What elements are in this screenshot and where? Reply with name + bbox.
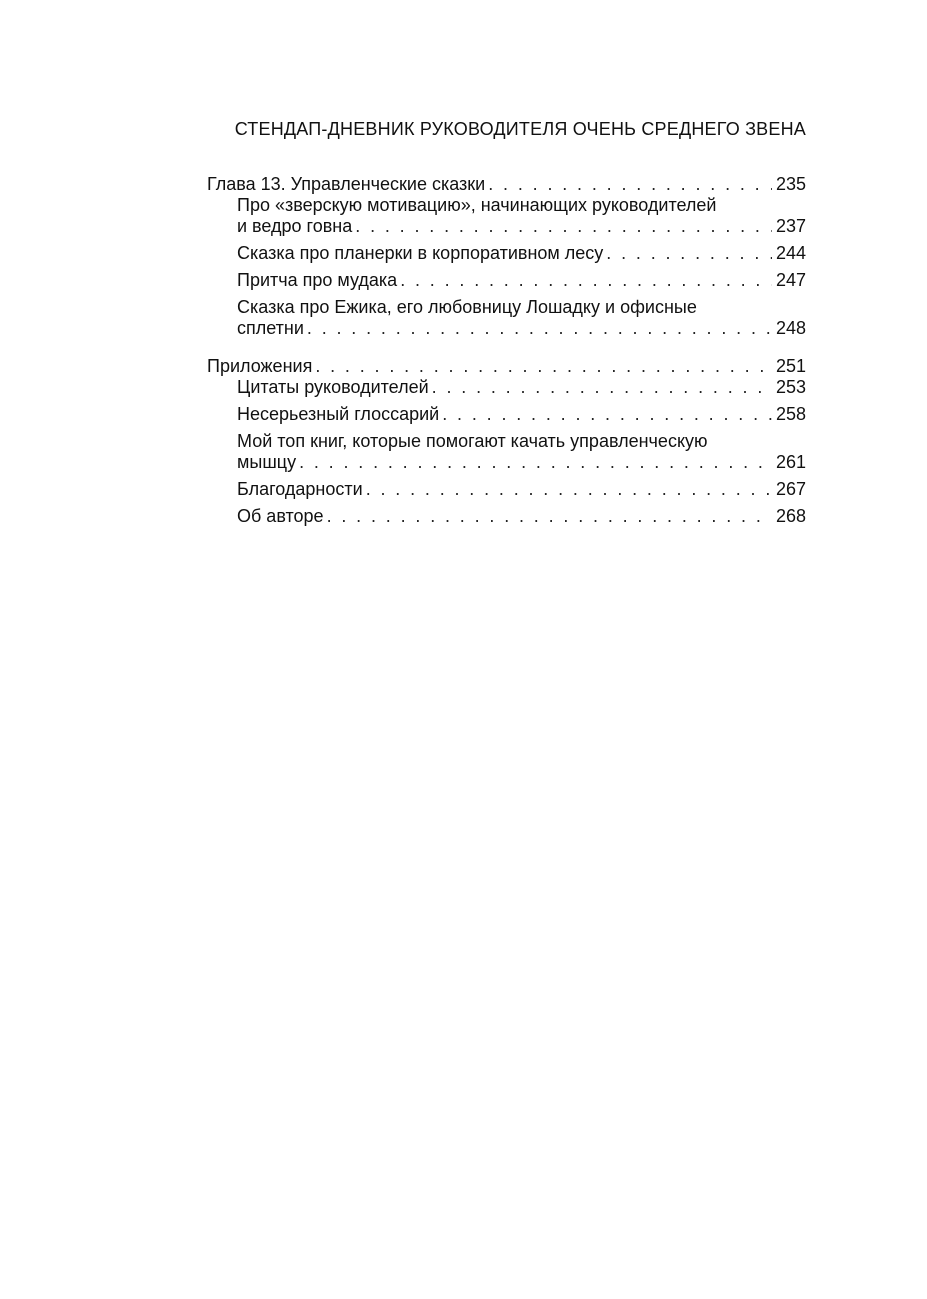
toc-page-number: 237 bbox=[775, 216, 806, 236]
toc-line bbox=[237, 479, 806, 500]
toc-page-number: 247 bbox=[775, 270, 806, 290]
toc-entry-section[interactable] bbox=[207, 404, 806, 425]
toc-line bbox=[237, 216, 806, 237]
toc-entry-title: Несерьезный глоссарий bbox=[237, 404, 440, 424]
table-of-contents bbox=[207, 174, 806, 527]
toc-entry-title-line-2: сплетни bbox=[237, 318, 304, 338]
toc-entry-title: Приложения bbox=[207, 356, 313, 376]
running-head: СТЕНДАП-ДНЕВНИК РУКОВОДИТЕЛЯ ОЧЕНЬ СРЕДНЕГО ЗВЕНА bbox=[234, 119, 806, 139]
dot-leader bbox=[355, 216, 772, 237]
toc-entry-chapter[interactable] bbox=[207, 356, 806, 377]
dot-leader bbox=[488, 174, 772, 195]
toc-entry-title-line-1: Сказка про Ежика, его любовницу Лошадку и офисные bbox=[237, 297, 697, 317]
toc-line bbox=[207, 356, 806, 377]
toc-page-number: 248 bbox=[775, 318, 806, 338]
toc-entry-title: Притча про мудака bbox=[237, 270, 398, 290]
toc-entry-section[interactable] bbox=[207, 270, 806, 291]
toc-line bbox=[237, 506, 806, 527]
toc-line bbox=[237, 404, 806, 425]
toc-group-chapter-13 bbox=[207, 174, 806, 339]
toc-entry-title-line-1: Мой топ книг, которые помогают качать управленческую bbox=[237, 431, 708, 451]
toc-page-number: 235 bbox=[775, 174, 806, 194]
toc-entry-title: Цитаты руководителей bbox=[237, 377, 429, 397]
toc-entry-title-line-1: Про «зверскую мотивацию», начинающих руководителей bbox=[237, 195, 717, 215]
toc-entry-section[interactable] bbox=[207, 297, 806, 339]
dot-leader bbox=[299, 452, 772, 473]
toc-group-appendices bbox=[207, 356, 806, 527]
dot-leader bbox=[442, 404, 772, 425]
toc-page-number: 261 bbox=[775, 452, 806, 472]
toc-line bbox=[237, 452, 806, 473]
toc-entry-title: Благодарности bbox=[237, 479, 363, 499]
toc-entry-chapter[interactable] bbox=[207, 174, 806, 195]
dot-leader bbox=[606, 243, 772, 264]
toc-entry-title: Сказка про планерки в корпоративном лесу bbox=[237, 243, 604, 263]
toc-entry-title: Об авторе bbox=[237, 506, 324, 526]
toc-entry-section[interactable] bbox=[207, 243, 806, 264]
toc-entry-title: Глава 13. Управленческие сказки bbox=[207, 174, 486, 194]
toc-entry-section[interactable] bbox=[207, 377, 806, 398]
toc-page-number: 258 bbox=[775, 404, 806, 424]
dot-leader bbox=[315, 356, 772, 377]
toc-entry-title-line-2: и ведро говна bbox=[237, 216, 353, 236]
toc-page-number: 244 bbox=[775, 243, 806, 263]
toc-page-number: 268 bbox=[775, 506, 806, 526]
toc-entry-title-line-2: мышцу bbox=[237, 452, 297, 472]
toc-entry-section[interactable] bbox=[207, 506, 806, 527]
dot-leader bbox=[327, 506, 772, 527]
toc-page-number: 267 bbox=[775, 479, 806, 499]
toc-entry-section[interactable] bbox=[207, 479, 806, 500]
dot-leader bbox=[366, 479, 772, 500]
dot-leader bbox=[307, 318, 772, 339]
dot-leader bbox=[432, 377, 772, 398]
toc-line bbox=[237, 270, 806, 291]
toc-line bbox=[237, 377, 806, 398]
toc-line bbox=[237, 318, 806, 339]
dot-leader bbox=[400, 270, 772, 291]
toc-line bbox=[237, 243, 806, 264]
toc-entry-section[interactable] bbox=[207, 195, 806, 237]
toc-page-number: 251 bbox=[775, 356, 806, 376]
toc-entry-section[interactable] bbox=[207, 431, 806, 473]
toc-line bbox=[207, 174, 806, 195]
toc-page-number: 253 bbox=[775, 377, 806, 397]
